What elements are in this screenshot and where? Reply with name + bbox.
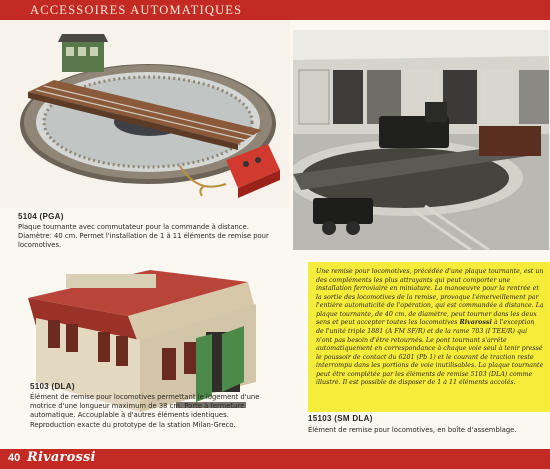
turntable-code: 5104 (PGA)	[18, 212, 64, 221]
description-brand: Rivarossi	[459, 319, 492, 327]
turntable-illustration	[0, 20, 290, 208]
brand-logo: Rivarossi	[27, 450, 96, 465]
description-text	[316, 268, 544, 388]
shed-caption: Élément de remise pour locomotives permettant le logement d'une motrice d'une longueur maximum de 38 cm. Porte à fermeture automatique. Accouplable à d'autres éléments identiques. Reproduction exacte du prototype de la station Milan-Greco.	[30, 393, 260, 429]
page-number: 40	[8, 452, 21, 464]
description-text-after: à l'exception de l'unité triple 1881 (A FM SF/R) et de la rame 703 (I TEE/R) qui n'ont pas besoin d'être retournés. Le pont tournant s'arrête automatiquement en correspondance à chaque voie seul à tenir pressé le poussoir de contact du 6201 (Pb 1) et le courant de traction reste interrompu dans les portions de voie inutilisables. La plaque tournante peut être complétée par les éléments de remise 5103 (DLA) comme illustré. Il est possible de disposer de 1 à 11 éléments accolés.	[316, 319, 544, 387]
roundhouse-photo	[293, 30, 549, 250]
shed-kit-caption: Élément de remise pour locomotives, en boîte d'assemblage.	[308, 426, 517, 434]
page-title: ACCESSOIRES AUTOMATIQUES	[30, 3, 243, 17]
turntable-caption: Plaque tournante avec commutateur pour la commande à distance. Diamètre: 40 cm. Permet l'installation de 1 à 11 éléments de remise pour locomotives.	[18, 223, 269, 250]
description-text-before: Une remise pour locomotives, précédée d'une plaque tournante, est un des compléments les plus attrayants qui peut comporter une installation ferroviaire en miniature. La manoeuvre pour la rentrée et la sortie des locomotives de la remise, provoque l'émerveillement par l'entière automaticité de l'opération, qui est commandée à distance. La plaque tournante, de 40 cm. de diamètre, peut tourner dans les deux sens et peut accepter toutes les locomotives	[316, 268, 544, 327]
header-bar	[0, 0, 550, 20]
shed-code: 5103 (DLA)	[30, 382, 75, 391]
shed-kit-code: 15103 (SM DLA)	[308, 414, 373, 423]
